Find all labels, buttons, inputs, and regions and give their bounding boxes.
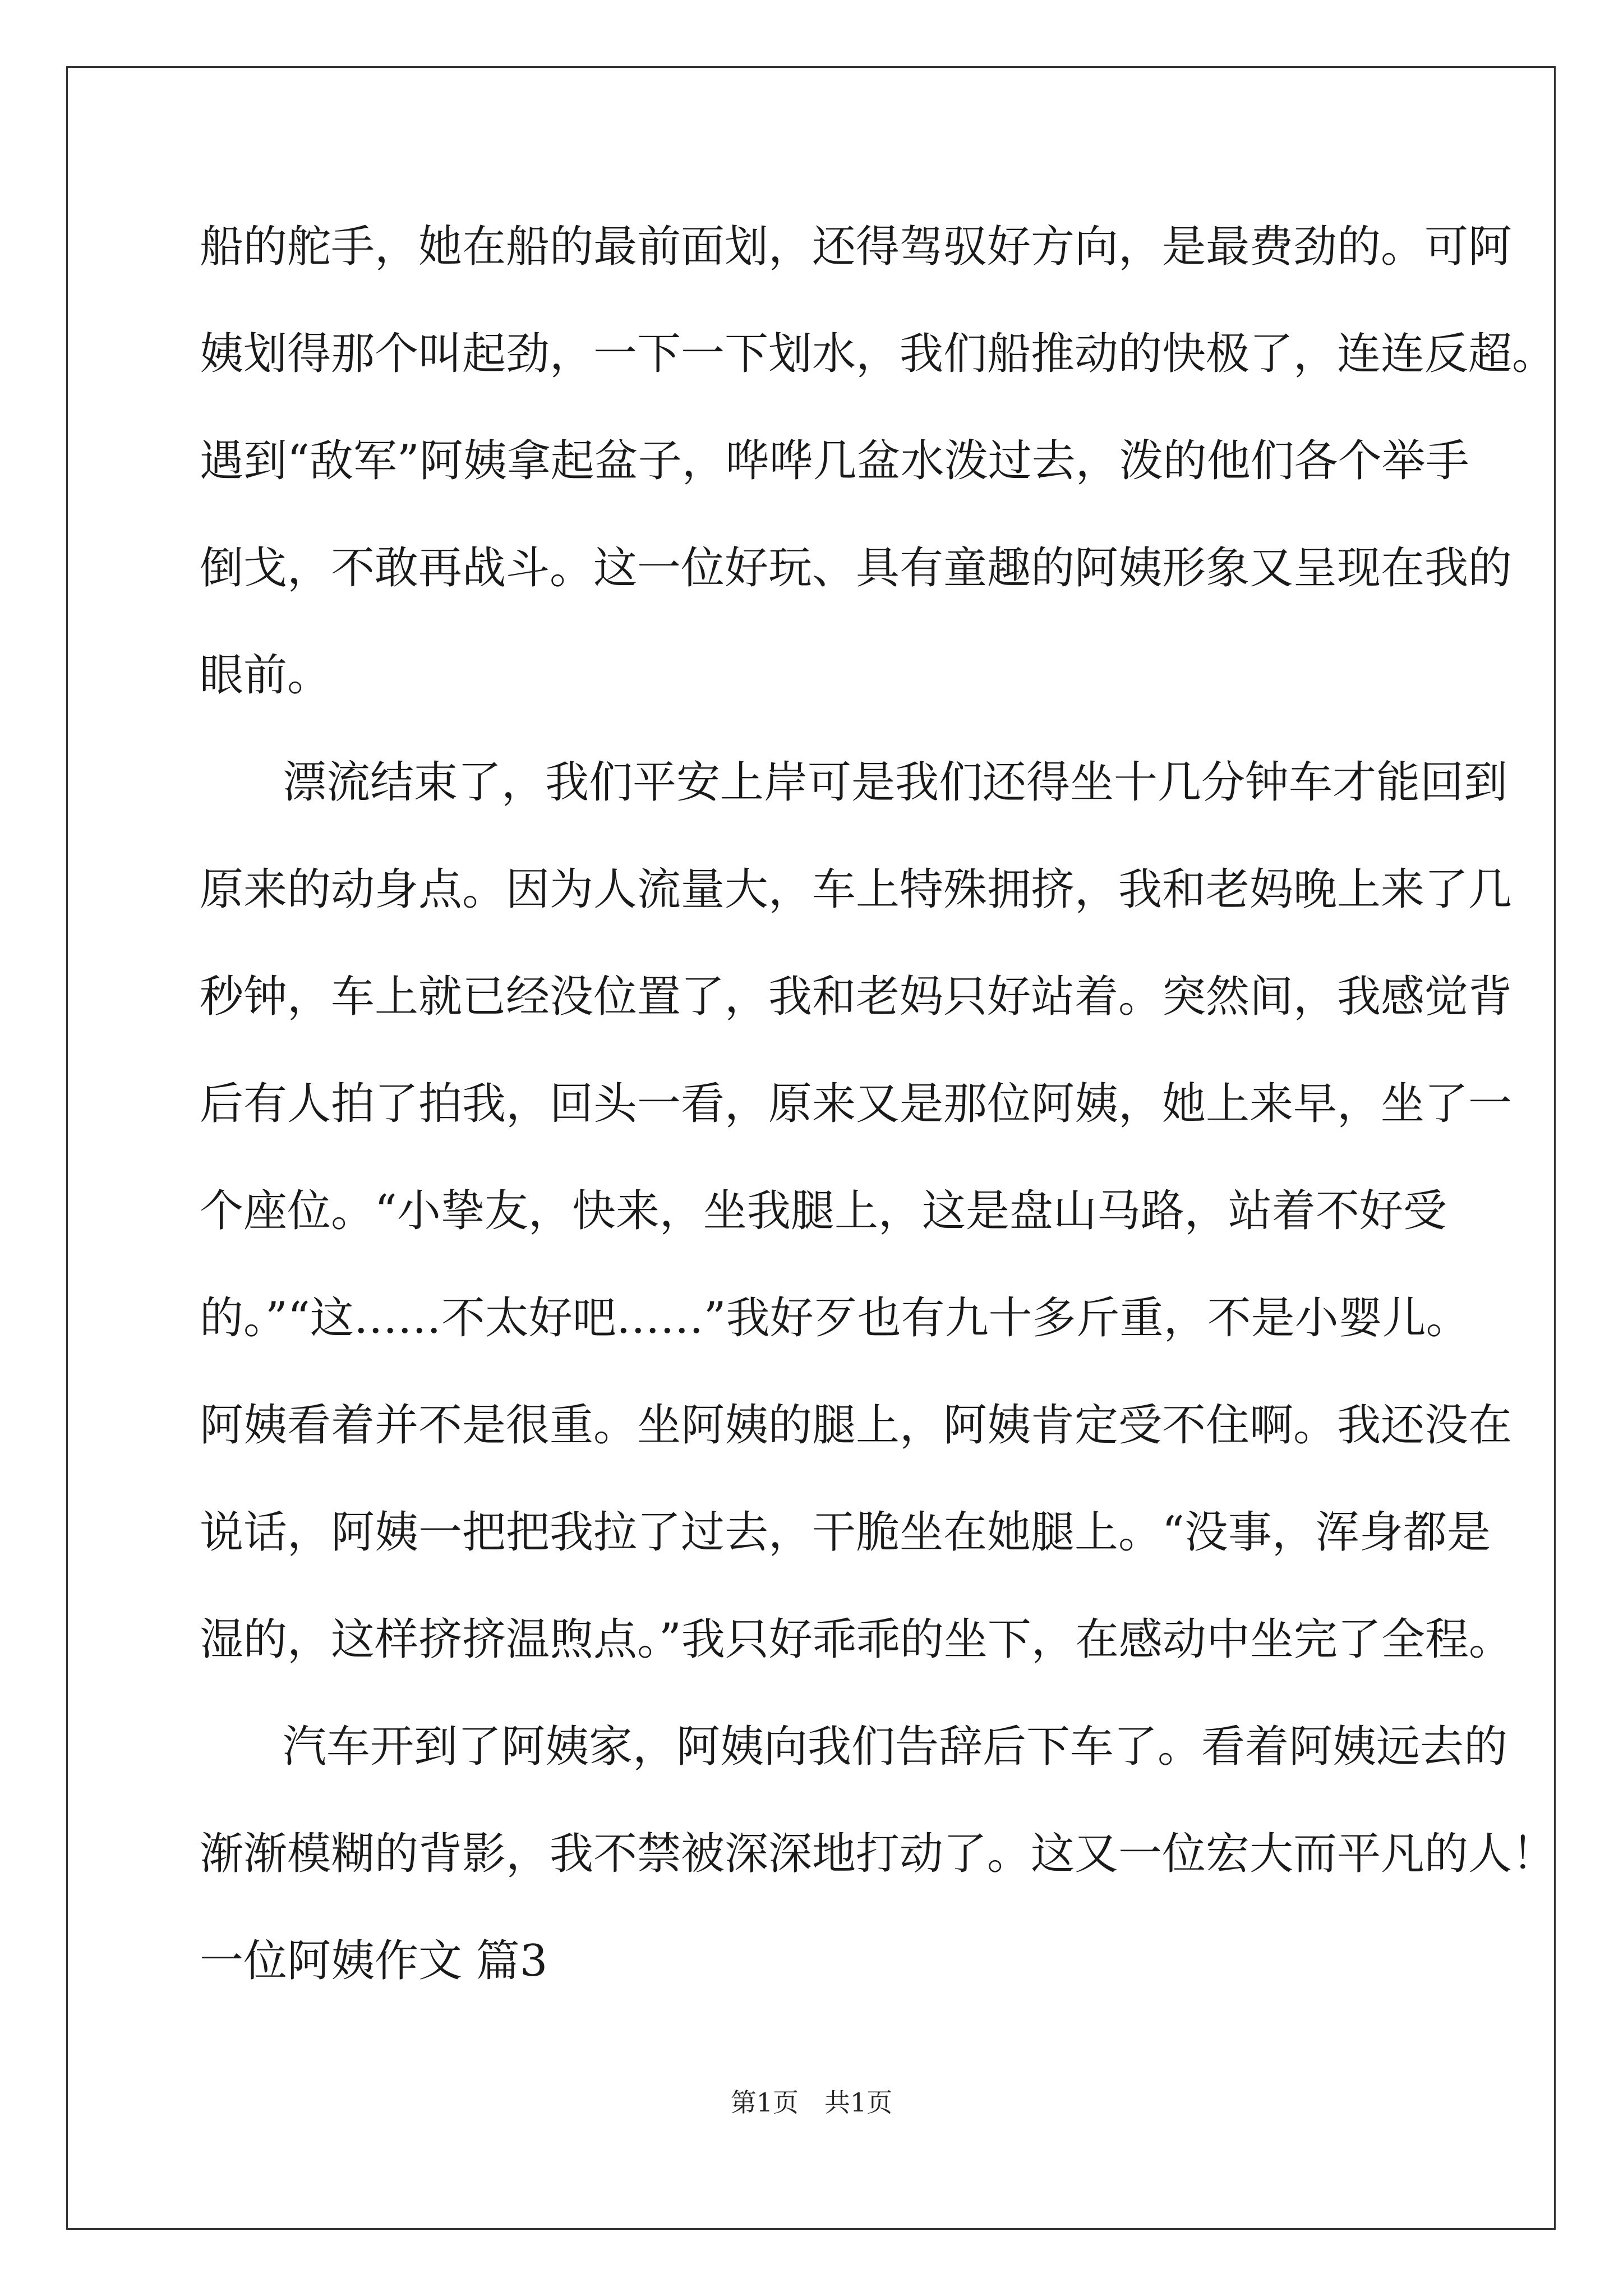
text-line: 倒戈，不敢再战斗。这一位好玩、具有童趣的阿姨形象又呈现在我的 bbox=[200, 543, 1513, 593]
page-number: 第1页 共1页 bbox=[730, 2087, 893, 2118]
paragraph-start-line: 汽车开到了阿姨家，阿姨向我们告辞后下车了。看着阿姨远去的 bbox=[283, 1722, 1508, 1772]
text-line: 个座位。“小挚友，快来，坐我腿上，这是盘山马路，站着不好受 bbox=[200, 1186, 1447, 1236]
text-line: 渐渐模糊的背影，我不禁被深深地打动了。这又一位宏大而平凡的人！ bbox=[200, 1829, 1556, 1879]
page-border bbox=[66, 66, 1556, 2230]
text-line: 的。”“这……不太好吧……”我好歹也有九十多斤重，不是小婴儿。 bbox=[200, 1293, 1470, 1343]
text-line: 阿姨看着并不是很重。坐阿姨的腿上，阿姨肯定受不住啊。我还没在 bbox=[200, 1400, 1513, 1451]
text-line: 湿的，这样挤挤温煦点。”我只好乖乖的坐下，在感动中坐完了全程。 bbox=[200, 1614, 1513, 1665]
text-line: 后有人拍了拍我，回头一看，原来又是那位阿姨，她上来早，坐了一 bbox=[200, 1079, 1513, 1129]
text-line: 说话，阿姨一把把我拉了过去，干脆坐在她腿上。“没事，浑身都是 bbox=[200, 1507, 1491, 1558]
text-line: 秒钟，车上就已经没位置了，我和老妈只好站着。突然间，我感觉背 bbox=[200, 972, 1513, 1022]
text-line: 原来的动身点。因为人流量大，车上特殊拥挤，我和老妈晚上来了几 bbox=[200, 864, 1513, 915]
text-line: 眼前。 bbox=[200, 650, 331, 701]
section-heading: 一位阿姨作文 篇3 bbox=[200, 1936, 548, 1986]
text-line: 遇到“敌军”阿姨拿起盆子，哗哗几盆水泼过去，泼的他们各个举手 bbox=[200, 436, 1469, 486]
paragraph-start-line: 漂流结束了，我们平安上岸可是我们还得坐十几分钟车才能回到 bbox=[283, 757, 1508, 808]
text-line: 姨划得那个叫起劲，一下一下划水，我们船推动的快极了，连连反超。 bbox=[200, 329, 1556, 379]
text-line: 船的舵手，她在船的最前面划，还得驾驭好方向，是最费劲的。可阿 bbox=[200, 222, 1513, 272]
